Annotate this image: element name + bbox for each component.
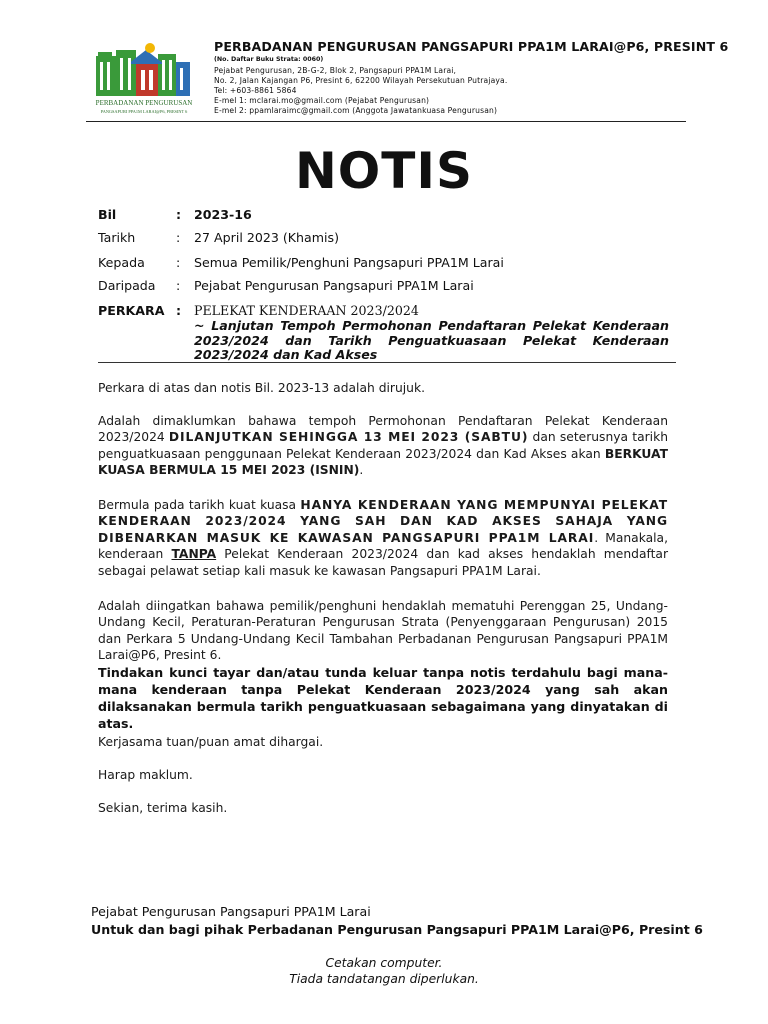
paragraph-enforcement [98, 497, 668, 579]
paragraph-extension [98, 413, 668, 479]
perkara-label: PERKARA [98, 303, 165, 318]
paragraph-bylaws: Adalah diingatkan bahawa pemilik/penghuni hendaklah mematuhi Perenggan 25, Undang-Undang Kecil, Peraturan-Peraturan Pengurusan Strata (Penyenggaraan Pengurusan) 2015 dan Perkara 5 Undang-Undang Kecil Tambahan Perbadanan Pengurusan Pangsapuri PPA1M Larai@P6, Presint 6. [98, 599, 668, 663]
bil-label: Bil [98, 207, 117, 222]
bil-value: 2023-16 [194, 207, 252, 222]
footer-printed-note: Cetakan computer. [325, 956, 443, 970]
p2-text-e: . [359, 463, 364, 478]
daripada-label: Daripada [98, 278, 156, 293]
paragraph-appreciation: Kerjasama tuan/puan amat dihargai. [98, 735, 324, 749]
letterhead-title: PERBADANAN PENGURUSAN PANGSAPURI PPA1M LARAI@P6, PRESINT 6 [214, 39, 729, 54]
p3-tanpa: TANPA [171, 547, 217, 562]
kepada-colon: : [176, 255, 181, 270]
bil-colon: : [176, 207, 182, 222]
svg-text:PANGSAPURI PPA1M LARAI@P6, PRE: PANGSAPURI PPA1M LARAI@P6, PRESINT 6 [100, 109, 188, 114]
building-logo-icon [88, 42, 200, 116]
paragraph-closing: Sekian, terima kasih. [98, 801, 228, 815]
email-line-2: E-mel 2: ppamlaraimc@gmail.com (Anggota Jawatankuasa Pengurusan) [214, 106, 498, 115]
p3-restriction: HANYA KENDERAAN YANG MEMPUNYAI PELEKAT KENDERAAN 2023/2024 YANG SAH DAN KAD AKSES SAHAJA YANG DIBENARKAN MASUK KE KAWASAN PANGSAPURI PPA1M LARAI [98, 498, 668, 545]
perkara-subtitle: ~ Lanjutan Tempoh Permohonan Pendaftaran Pelekat Kenderaan 2023/2024 dan Tarikh Penguatkuasaan Pelekat Kenderaan 2023/2024 dan Kad Akses [194, 318, 669, 363]
paragraph-acknowledge: Harap maklum. [98, 768, 193, 782]
perkara-value: PELEKAT KENDERAAN 2023/2024 [194, 303, 419, 318]
footer-no-signature-note: Tiada tandatangan diperlukan. [289, 972, 479, 986]
kepada-label: Kepada [98, 255, 145, 270]
corporation-logo [88, 42, 200, 116]
svg-text:PERBADANAN PENGURUSAN: PERBADANAN PENGURUSAN [95, 99, 193, 107]
p2-text-a: Adalah dimaklumkan bahawa tempoh Permohonan Pendaftaran Pelekat Kenderaan 2023/2024 [98, 414, 668, 445]
perkara-colon: : [176, 303, 182, 318]
signature-office: Pejabat Pengurusan Pangsapuri PPA1M Larai [91, 904, 371, 919]
p3-text-e: Pelekat Kenderaan 2023/2024 dan kad akses hendaklah mendaftar sebagai pelawat setiap kali masuk ke kawasan Pangsapuri PPA1M Larai. [98, 547, 668, 578]
p2-effective-date: BERKUAT KUASA BERMULA 15 MEI 2023 (ISNIN) [98, 446, 668, 478]
header-divider [98, 362, 676, 363]
registration-number: (No. Daftar Buku Strata: 0060) [214, 56, 324, 63]
tarikh-colon: : [176, 230, 181, 245]
notice-title: NOTIS [294, 142, 474, 200]
address-line: No. 2, Jalan Kajangan P6, Presint 6, 62200 Wilayah Persekutuan Putrajaya. [214, 76, 508, 85]
p3-text-a: Bermula pada tarikh kuat kuasa [98, 498, 301, 512]
tarikh-value: 27 April 2023 (Khamis) [194, 230, 339, 245]
p2-extended-date: DILANJUTKAN SEHINGGA 13 MEI 2023 (SABTU) [168, 430, 529, 445]
letterhead-divider [86, 121, 686, 122]
p2-text-c: dan seterusnya tarikh penguatkuasaan penggunaan Pelekat Kenderaan 2023/2024 dan Kad Akses akan [98, 430, 668, 461]
signature-behalf: Untuk dan bagi pihak Perbadanan Pengurusan Pangsapuri PPA1M Larai@P6, Presint 6 [91, 922, 703, 937]
daripada-colon: : [176, 278, 181, 293]
tarikh-label: Tarikh [98, 230, 136, 245]
daripada-value: Pejabat Pengurusan Pangsapuri PPA1M Larai [194, 278, 474, 293]
office-line: Pejabat Pengurusan, 2B-G-2, Blok 2, Pangsapuri PPA1M Larai, [214, 66, 457, 75]
kepada-value: Semua Pemilik/Penghuni Pangsapuri PPA1M Larai [194, 255, 504, 270]
paragraph-clamping-warning: Tindakan kunci tayar dan/atau tunda keluar tanpa notis terdahulu bagi mana-mana kenderaan tanpa Pelekat Kenderaan 2023/2024 yang sah akan dilaksanakan bermula tarikh penguatkuasaan sebagaimana yang dinyatakan di atas. [98, 665, 668, 731]
p3-text-c: . Manakala, kenderaan [98, 530, 668, 562]
email-line-1: E-mel 1: mclarai.mo@gmail.com (Pejabat Pengurusan) [214, 96, 430, 105]
paragraph-reference: Perkara di atas dan notis Bil. 2023-13 adalah dirujuk. [98, 381, 426, 395]
telephone-line: Tel: +603-8861 5864 [214, 86, 297, 95]
